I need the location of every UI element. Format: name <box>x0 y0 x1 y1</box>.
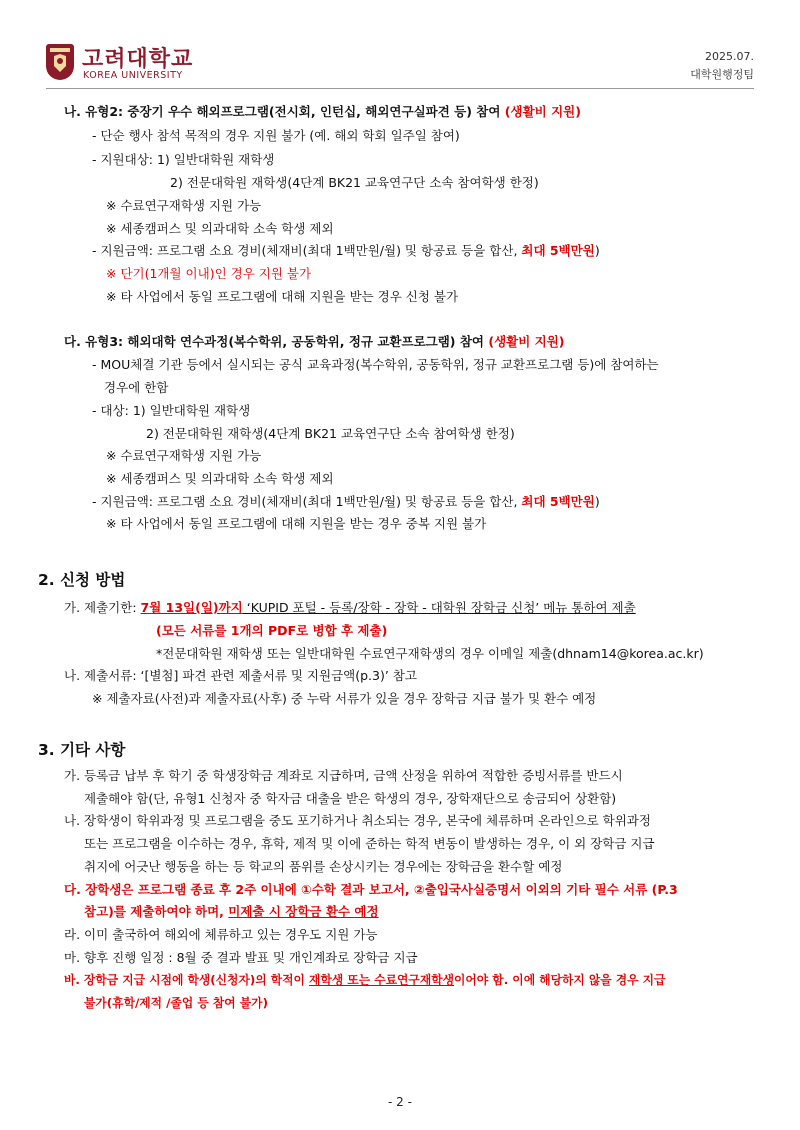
type3-item-1b: 경우에 한함 <box>104 380 169 395</box>
type3-item-3: 2) 전문대학원 재학생(4단계 BK21 교육연구단 소속 참여학생 한정) <box>146 426 515 441</box>
deadline-label: 가. 제출기한: <box>64 600 141 615</box>
page-header <box>0 0 800 100</box>
etc-da-text: 장학생은 프로그램 종료 후 2주 이내에 ①수학 결과 보고서, ②출입국사실증명서 이외의 기타 필수 서류 (P.3 <box>85 882 678 897</box>
etc-ma-line: 마. 향후 진행 일정 : 8월 중 결과 발표 및 개인계좌로 장학금 지급 <box>64 950 418 965</box>
type2-item-8: ※ 타 사업에서 동일 프로그램에 대해 지원을 받는 경우 신청 불가 <box>106 289 459 304</box>
etc-ba-line-1 <box>64 972 665 988</box>
type2-item-5: ※ 세종캠퍼스 및 의과대학 소속 학생 제외 <box>106 221 334 236</box>
pdf-merge-note: (모든 서류를 1개의 PDF로 병합 후 제출) <box>156 623 388 638</box>
type3-item-1: - MOU체결 기관 등에서 실시되는 공식 교육과정(복수학위, 공동학위, 정규 교환프로그램 등)에 참여하는 <box>92 357 659 372</box>
etc-da-line-2 <box>84 904 379 920</box>
type3-item-2: - 대상: 1) 일반대학원 재학생 <box>92 403 251 418</box>
type2-item-3: 2) 전문대학원 재학생(4단계 BK21 교육연구단 소속 참여학생 한정) <box>170 175 539 190</box>
missing-docs-note: ※ 제출자료(사전)과 제출자료(사후) 중 누락 서류가 있을 경우 장학금 지급 불가 및 환수 예정 <box>92 691 597 706</box>
etc-ba-line-2: 불가(휴학/제적 /졸업 등 참여 불가) <box>84 996 268 1010</box>
etc-ra-line: 라. 이미 출국하여 해외에 체류하고 있는 경우도 지원 가능 <box>64 927 378 942</box>
department-name: 대학원행정팀 <box>690 68 754 81</box>
document-date: 2025.07. <box>705 50 754 63</box>
section-2-heading: 2. 신청 방법 <box>38 571 126 589</box>
etc-na-line-2: 또는 프로그램을 이수하는 경우, 휴학, 제적 및 이에 준하는 학적 변동이 발생하는 경우, 이 외 장학금 지급 <box>84 836 655 851</box>
logo-korean-name: 고려대학교 <box>82 47 194 72</box>
type3-amount-text: - 지원금액: 프로그램 소요 경비(체재비(최대 1백만원/월) 및 항공료 등을 합산, <box>92 494 522 509</box>
deadline-date: 7월 13일(일)까지 <box>140 600 243 615</box>
type2-heading <box>64 104 581 120</box>
etc-ba-text-2: 이어야 함. 이에 해당하지 않을 경우 지급 <box>454 973 666 987</box>
etc-ga-line-2: 제출해야 함(단, 유형1 신청자 중 학자금 대출을 받은 학생의 경우, 장학재단으로 송금되어 상환함) <box>84 791 617 806</box>
etc-da-text-2: 참고)를 제출하여야 하며, <box>84 904 229 919</box>
logo-english-name: KOREA UNIVERSITY <box>83 70 183 81</box>
type3-amount-max: 최대 5백만원 <box>521 494 595 509</box>
type2-title-note: (생활비 지원) <box>504 104 581 119</box>
etc-ba-status: 재학생 또는 수료연구재학생 <box>309 973 455 987</box>
type2-item-1: - 단순 행사 참석 목적의 경우 지원 불가 (예. 해외 학회 일주일 참여) <box>92 128 460 143</box>
type3-item-7: ※ 타 사업에서 동일 프로그램에 대해 지원을 받는 경우 중복 지원 불가 <box>106 516 487 531</box>
type3-item-4: ※ 수료연구재학생 지원 가능 <box>106 448 262 463</box>
type2-item-4: ※ 수료연구재학생 지원 가능 <box>106 198 262 213</box>
type2-amount-max: 최대 5백만원 <box>521 243 595 258</box>
etc-na-line-3: 취지에 어긋난 행동을 하는 등 학교의 품위를 손상시키는 경우에는 장학금을 환수할 예정 <box>84 859 563 874</box>
page-number: - 2 - <box>388 1095 412 1109</box>
deadline-instructions: ‘KUPID 포털 - 등록/장학 - 장학 - 대학원 장학금 신청’ 메뉴 통하여 제출 <box>242 600 636 615</box>
type3-item-6 <box>92 494 600 510</box>
etc-da-line-1 <box>64 882 678 898</box>
header-divider <box>46 88 754 89</box>
etc-da-prefix: 다. <box>64 882 86 897</box>
type3-title: 다. 유형3: 해외대학 연수과정(복수학위, 공동학위, 정규 교환프로그램) 참여 <box>64 334 489 349</box>
etc-ba-text: 바. 장학금 지급 시점에 학생(신청자)의 학적이 <box>64 973 310 987</box>
type3-amount-close: ) <box>594 494 600 509</box>
section-3-heading: 3. 기타 사항 <box>38 741 126 759</box>
university-emblem-icon <box>46 44 74 80</box>
type2-item-2: - 지원대상: 1) 일반대학원 재학생 <box>92 152 275 167</box>
type3-title-note: (생활비 지원) <box>488 334 565 349</box>
type2-amount-close: ) <box>594 243 600 258</box>
etc-ga-line-1: 가. 등록금 납부 후 학기 중 학생장학금 계좌로 지급하며, 금액 산정을 위하여 적합한 증빙서류를 반드시 <box>64 768 623 783</box>
deadline-line <box>64 600 636 616</box>
etc-da-refund-note: 미제출 시 장학금 환수 예정 <box>228 904 379 919</box>
documents-line: 나. 제출서류: ‘[별첨] 파견 관련 제출서류 및 지원금액(p.3)’ 참고 <box>64 668 417 683</box>
email-submit-note: *전문대학원 재학생 또는 일반대학원 수료연구재학생의 경우 이메일 제출(dhnam14@korea.ac.kr) <box>156 646 704 661</box>
type3-heading <box>64 334 565 350</box>
type2-item-6 <box>92 243 600 259</box>
etc-na-line-1: 나. 장학생이 학위과정 및 프로그램을 중도 포기하거나 취소되는 경우, 본국에 체류하며 온라인으로 학위과정 <box>64 813 651 828</box>
type2-amount-text: - 지원금액: 프로그램 소요 경비(체재비(최대 1백만원/월) 및 항공료 등을 합산, <box>92 243 522 258</box>
type2-item-7: ※ 단기(1개월 이내)인 경우 지원 불가 <box>106 266 312 281</box>
type2-title: 나. 유형2: 중장기 우수 해외프로그램(전시회, 인턴십, 해외연구실파견 등) 참여 <box>64 104 505 119</box>
type3-item-5: ※ 세종캠퍼스 및 의과대학 소속 학생 제외 <box>106 471 334 486</box>
